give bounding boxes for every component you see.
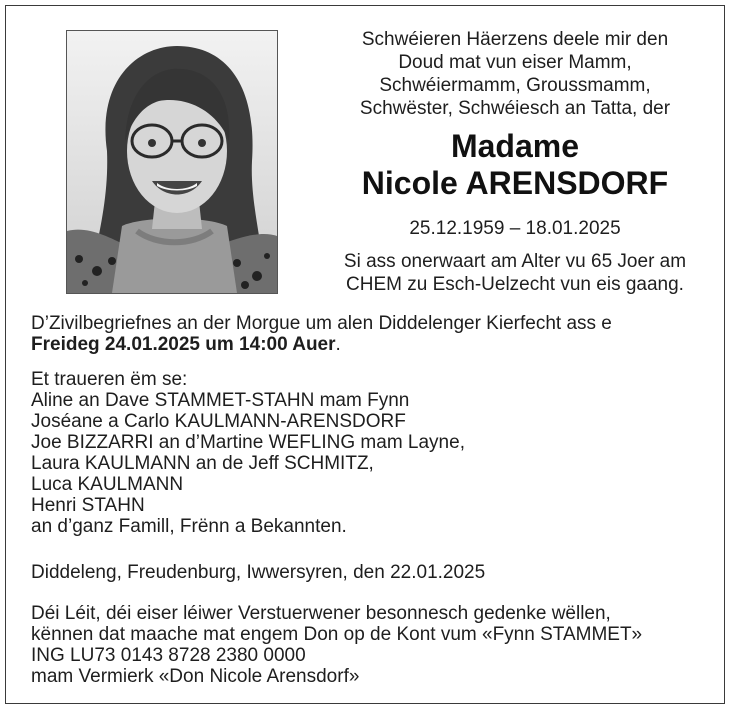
donation-line: mam Vermierk «Don Nicole Arensdorf» [31,666,360,687]
donation-info [31,603,711,687]
mourners-list [31,369,711,537]
intro-line: Schwéiermamm, Groussmamm, [379,75,651,96]
mourners-heading: Et traueren ëm se: [31,369,188,390]
intro-line: Schwëster, Schwéiesch an Tatta, der [359,98,671,119]
mourner-line: Luca KAULMANN [31,474,184,495]
mourner-line: Laura KAULMANN an de Jeff SCHMITZ, [31,453,374,474]
intro-line: Schwéieren Häerzens deele mir den [361,29,669,50]
funeral-info [31,313,711,355]
funeral-line [31,334,711,355]
donation-iban: ING LU73 0143 8728 2380 0000 [31,645,306,666]
mourner-line: Aline an Dave STAMMET-STAHN mam Fynn [31,390,410,411]
portrait-photo [66,30,278,294]
name-title: Madame [450,128,580,164]
death-line: CHEM zu Esch-Uelzecht vun eis gaang. [346,274,684,295]
place-date: Diddeleng, Freudenburg, Iwwersyren, den 22.01.2025 [31,562,486,583]
mourner-line: Henri STAHN [31,495,145,516]
funeral-datetime: Freideg 24.01.2025 um 14:00 Auer [31,334,336,355]
mourner-line: Joe BIZZARRI an d’Martine WEFLING mam Layne, [31,432,465,453]
intro-line: Doud mat vun eiser Mamm, [398,52,632,73]
donation-line: kënnen dat maache mat engem Don op de Kont vum «Fynn STAMMET» [31,624,643,645]
mourner-line: an d’ganz Famill, Frënn a Bekannten. [31,516,347,537]
funeral-period: . [335,334,341,355]
donation-line: Déi Léit, déi eiser léiwer Verstuerwener besonnesch gedenke wëllen, [31,603,611,624]
death-line: Si ass onerwaart am Alter vu 65 Joer am [343,251,687,272]
name-full: Nicole ARENSDORF [361,165,669,201]
deceased-name [300,128,730,202]
funeral-line: D’Zivilbegriefnes an der Morgue um alen Diddelenger Kierfecht ass e [31,313,612,334]
mourner-line: Joséane a Carlo KAULMANN-ARENSDORF [31,411,406,432]
death-info [300,250,730,296]
intro-text [300,28,730,120]
life-dates: 25.12.1959 – 18.01.2025 [409,218,621,239]
